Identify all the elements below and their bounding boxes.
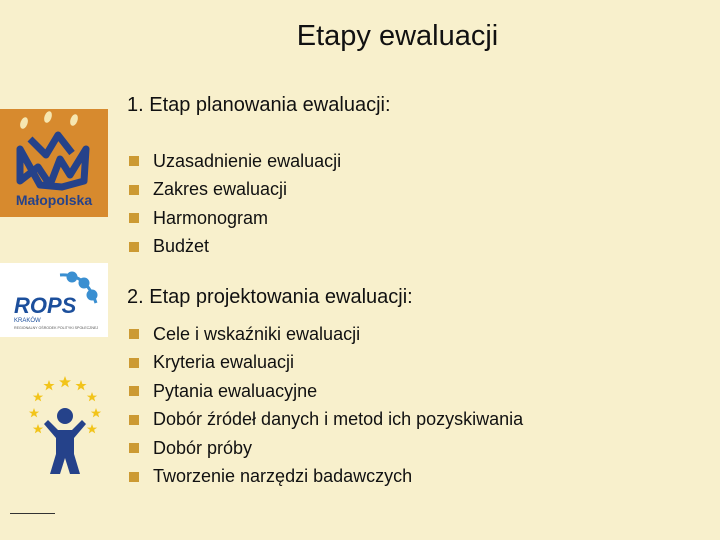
list-item-text: Zakres ewaluacji <box>153 179 288 200</box>
list-item <box>127 320 523 349</box>
footer-divider <box>10 513 55 514</box>
list-item-text: Dobór próby <box>153 437 253 458</box>
section2-heading: 2. Etap projektowania ewaluacji: <box>127 286 413 308</box>
list-item-text: Cele i wskaźniki ewaluacji <box>153 323 361 344</box>
bullet-square-icon <box>129 329 139 339</box>
list-item <box>127 349 523 378</box>
bullet-square-icon <box>129 386 139 396</box>
list-item <box>127 233 341 262</box>
slide-title: Etapy ewaluacji <box>296 20 499 52</box>
eu-stars-figure-icon <box>28 374 102 480</box>
malopolska-emblem-icon <box>0 109 108 217</box>
eu-stars-figure-logo <box>28 374 102 480</box>
rops-emblem-icon <box>0 263 108 337</box>
list-item <box>127 434 523 463</box>
list-item-text: Harmonogram <box>153 207 269 228</box>
list-item <box>127 463 523 492</box>
list-item-text: Budżet <box>153 236 210 257</box>
bullet-square-icon <box>129 358 139 368</box>
bullet-square-icon <box>129 242 139 252</box>
bullet-square-icon <box>129 415 139 425</box>
list-item-text: Pytania ewaluacyjne <box>153 380 318 401</box>
section1-list <box>127 147 341 261</box>
list-item-text: Uzasadnienie ewaluacji <box>153 150 342 171</box>
list-item <box>127 406 523 435</box>
bullet-square-icon <box>129 185 139 195</box>
list-item-text: Dobór źródeł danych i metod ich pozyskiwania <box>153 409 524 430</box>
list-item <box>127 176 341 205</box>
section2-list <box>127 320 523 491</box>
bullet-square-icon <box>129 213 139 223</box>
bullet-square-icon <box>129 156 139 166</box>
bullet-square-icon <box>129 443 139 453</box>
malopolska-logo <box>0 109 108 217</box>
list-item <box>127 147 341 176</box>
list-item <box>127 377 523 406</box>
rops-city: KRAKÓW <box>14 318 41 324</box>
rops-subtitle: REGIONALNY OŚRODEK POLITYKI SPOŁECZNEJ <box>14 326 99 330</box>
malopolska-wordmark: Małopolska <box>15 192 93 208</box>
section1-heading: 1. Etap planowania ewaluacji: <box>127 94 391 116</box>
list-item-text: Tworzenie narzędzi badawczych <box>153 466 413 487</box>
list-item-text: Kryteria ewaluacji <box>153 352 295 373</box>
rops-wordmark: ROPS <box>14 293 77 318</box>
rops-logo <box>0 263 108 337</box>
list-item <box>127 204 341 233</box>
bullet-square-icon <box>129 472 139 482</box>
